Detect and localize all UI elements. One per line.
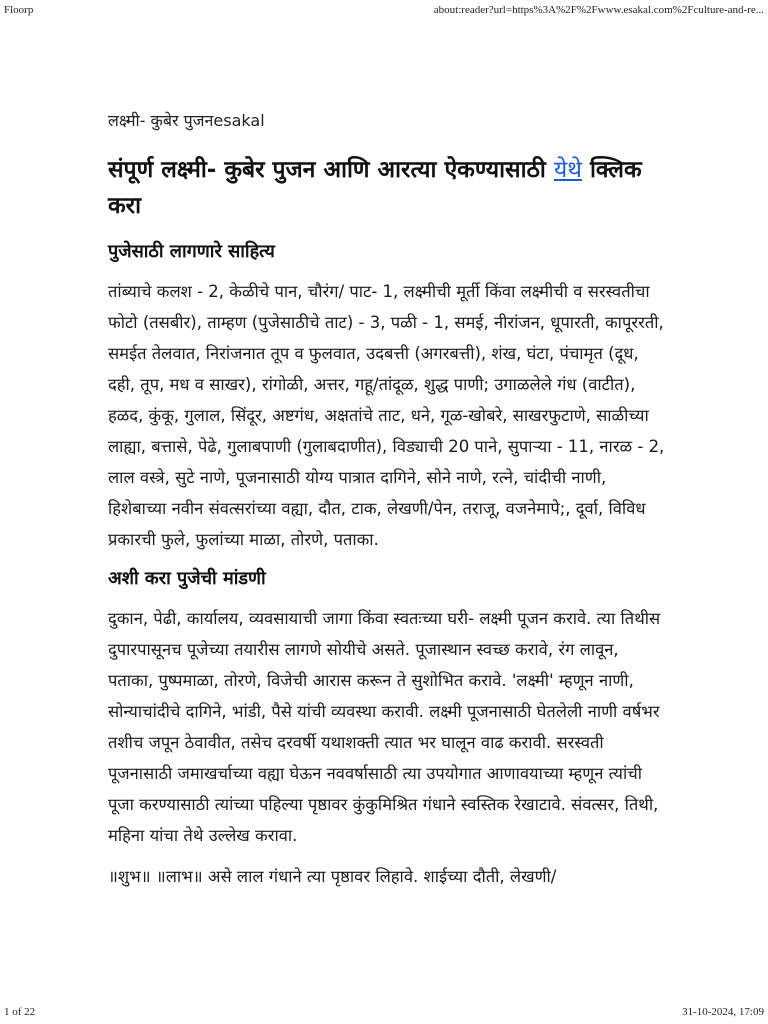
headline-text-start: संपूर्ण लक्ष्मी- कुबेर पुजन आणि आरत्या ऐकण्यासाठी xyxy=(108,157,554,183)
page-url: about:reader?url=https%3A%2F%2Fwww.esakal.com%2Fculture-and-re... xyxy=(433,4,764,16)
print-datetime: 31-10-2024, 17:09 xyxy=(682,1006,764,1018)
section-heading-materials: पुजेसाठी लागणारे साहित्य xyxy=(108,241,275,262)
here-link[interactable]: येथे xyxy=(553,157,582,183)
headline xyxy=(108,152,668,224)
app-name: Floorp xyxy=(4,4,34,16)
page-counter: 1 of 22 xyxy=(4,1006,36,1018)
arrangement-paragraph: दुकान, पेढी, कार्यालय, व्यवसायाची जागा किंवा स्वतःच्या घरी- लक्ष्मी पूजन करावे. त्या तिथीस दुपारपासूनच पूजेच्या तयारीस लागणे सोयीचे असते. पूजास्थान स्वच्छ करावे, रंग लावून, पताका, पुष्पमाळा, तोरणे, विजेची आरास करून ते सुशोभित करावे. 'लक्ष्मी' म्हणून नाणी, सोन्याचांदीचे दागिने, भांडी, पैसे यांची व्यवस्था करावी. लक्ष्मी पूजनासाठी घेतलेली नाणी वर्षभर तशीच जपून ठेवावीत, तसेच दरवर्षी यथाशक्ती त्यात भर घालून वाढ करावी. सरस्वती पूजनासाठी जमाखर्चाच्या वह्या घेऊन नववर्षासाठी त्या उपयोगात आणावयाच्या म्हणून त्यांची पूजा करण्यासाठी त्यांच्या पहिल्या पृष्ठावर कुंकुमिश्रित गंधाने स्वस्तिक रेखाटावे. संवत्सर, तिथी, महिना यांचा तेथे उल्लेख करावा. xyxy=(108,609,661,845)
reader-article xyxy=(108,108,668,892)
breadcrumb: लक्ष्मी- कुबेर पुजनesakal xyxy=(108,111,265,130)
print-footer xyxy=(0,1000,768,1024)
materials-paragraph: तांब्याचे कलश - 2, केळीचे पान, चौरंग/ पाट- 1, लक्ष्मीची मूर्ती किंवा लक्ष्मीची व सरस्वतीचा फोटो (तसबीर), ताम्हण (पुजेसाठीचे ताट) - 3, पळी - 1, समई, नीरांजन, धूपारती, कापूररती, समईत तेलवात, निरांजनात तूप व फुलवात, उदबत्ती (अगरबत्ती), शंख, घंटा, पंचामृत (दूध, दही, तूप, मध व साखर), रांगोळी, अत्तर, गहू/तांदूळ, शुद्ध पाणी; उगाळलेले गंध (वाटीत), हळद, कुंकू, गुलाल, सिंदूर, अष्टगंध, अक्षतांचे ताट, धने, गूळ-खोबरे, साखरफुटाणे, साळीच्या लाह्या, बत्तासे, पेढे, गुलाबपाणी (गुलाबदाणीत), विड्याची 20 पाने, सुपाऱ्या - 11, नारळ - 2, लाल वस्त्रे, सुटे नाणे, पूजनासाठी योग्य पात्रात दागिने, सोने नाणे, रत्ने, चांदीची नाणी, हिशेबाच्या नवीन संवत्सरांच्या वह्या, दौत, टाक, लेखणी/पेन, तराजू, वजनेमापे;, दूर्वा, विविध प्रकारची फुले, फुलांच्या माळा, तोरणे, पताका. xyxy=(108,282,665,549)
arrangement-paragraph-continued: ॥शुभ॥ ॥लाभ॥ असे लाल गंधाने त्या पृष्ठावर लिहावे. शाईच्या दौती, लेखणी/ xyxy=(108,867,557,886)
print-header xyxy=(0,0,768,22)
headline-text-end: क्लिक करा xyxy=(108,157,642,219)
section-heading-arrangement: अशी करा पुजेची मांडणी xyxy=(108,568,266,589)
